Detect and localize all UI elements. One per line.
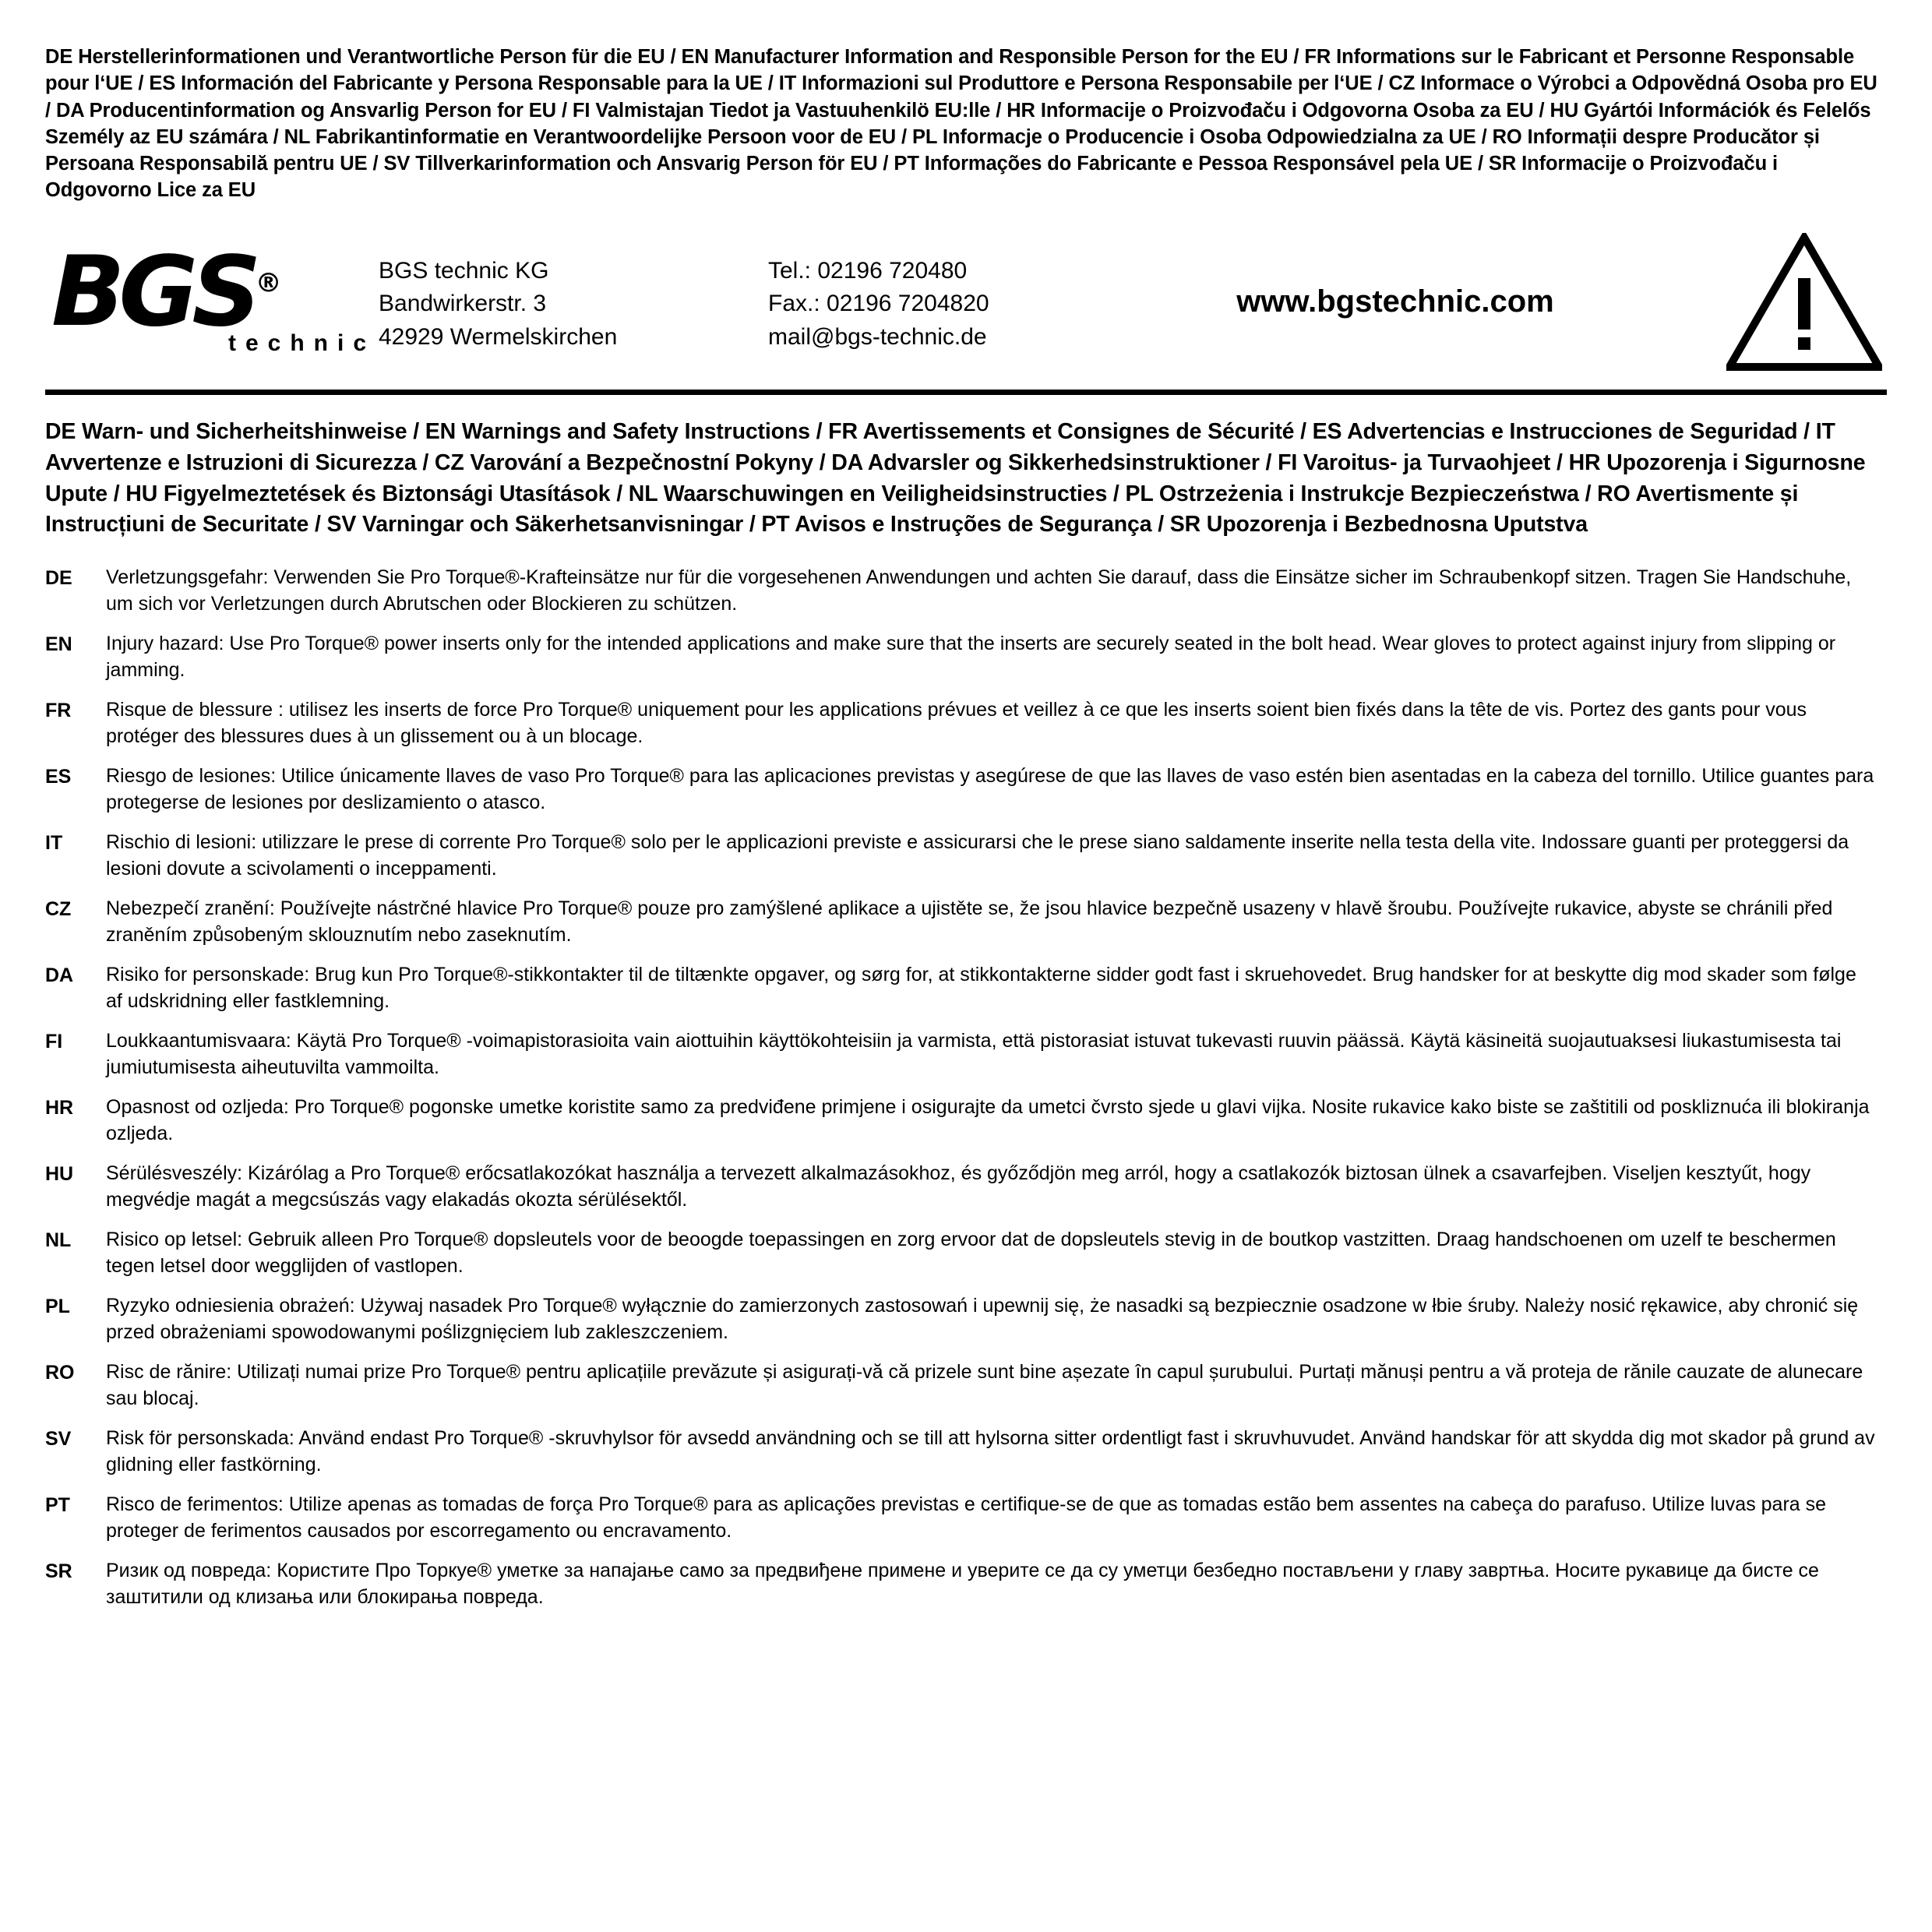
warning-triangle-icon (1703, 233, 1887, 372)
language-code: ES (45, 766, 72, 788)
language-code: PL (45, 1296, 70, 1318)
language-text: Injury hazard: Use Pro Torque® power inserts only for the intended applications and make sure that the inserts are securely seated in the bolt head. Wear gloves to protect against injury from slipping or jamming. (106, 633, 1836, 682)
bgs-logo (45, 235, 379, 357)
company-telephone: Tel.: 02196 720480 (768, 257, 968, 284)
language-code: IT (45, 832, 63, 855)
list-item (45, 961, 1887, 1014)
language-code: DA (45, 964, 74, 987)
registered-trademark-icon: ® (255, 267, 282, 299)
list-item (45, 1557, 1887, 1610)
language-text: Riesgo de lesiones: Utilice únicamente llaves de vaso Pro Torque® para las aplicaciones previstas y asegúrese de que las llaves de vaso estén bien asentadas en la cabeza del tornillo. Utilice guantes para protegerse de lesiones por deslizamiento o atasco. (106, 765, 1874, 814)
language-text: Opasnost od ozljeda: Pro Torque® pogonske umetke koristite samo za predviđene primjene i osigurajte da umetci čvrsto sjede u glavi vijka. Nosite rukavice kako biste se zaštitili od poskliznuća ili blokiranja ozljeda. (106, 1096, 1870, 1145)
list-item (45, 1226, 1887, 1279)
language-text: Nebezpečí zranění: Používejte nástrčné hlavice Pro Torque® pouze pro zamýšlené aplikace a ujistěte se, že jsou hlavice bezpečně usazeny v hlavě šroubu. Používejte rukavice, abyste se chránili před zraněním způsobeným sklouznutím nebo zaseknutím. (106, 897, 1833, 947)
language-code: EN (45, 633, 72, 656)
language-code: FR (45, 700, 72, 722)
warnings-safety-heading: DE Warn- und Sicherheitshinweise / EN Warnings and Safety Instructions / FR Avertissements et Consignes de Sécurité / ES Advertencias e Instrucciones de Seguridad / IT Avvertenze e Istruzioni di Sicurezza / CZ Varování a Bezpečnostní Pokyny / DA Advarsler og Sikkerhedsinstruktioner / FI Varoitus- ja Turvaohjeet / HR Upozorenja i Sigurnosne Upute / HU Figyelmeztetések és Biztonsági Utasítások / NL Waarschuwingen en Veiligheidsinstructies / PL Ostrzeżenia i Instrukcje Bezpieczeństwa / RO Avertismente și Instrucțiuni de Securitate / SV Varningar och Säkerhetsanvisningar / PT Avisos e Instruções de Segurança / SR Upozorenja i Bezbednosna Uputstva (45, 418, 1866, 538)
list-item (45, 630, 1887, 683)
list-item (45, 1094, 1887, 1147)
list-item (45, 696, 1887, 749)
language-code: FI (45, 1031, 63, 1053)
language-text: Ризик од повреда: Користите Про Торкуе® уметке за напајање само за предвиђене примене и уверите се да су уметци безбедно постављени у главу завртња. Носите рукавице да бисте се заштитили од клизања или блокирања повреда. (106, 1560, 1819, 1609)
list-item (45, 1425, 1887, 1478)
company-contact (768, 250, 1134, 354)
language-code: PT (45, 1494, 70, 1517)
language-text: Rischio di lesioni: utilizzare le prese di corrente Pro Torque® solo per le applicazioni previste e assicurarsi che le prese siano saldamente inserite nella testa della vite. Indossare guanti per proteggersi da lesioni dovute a scivolamenti o inceppamenti. (106, 831, 1849, 880)
list-item (45, 1160, 1887, 1213)
language-code: RO (45, 1362, 75, 1384)
company-email: mail@bgs-technic.de (768, 324, 987, 351)
list-item (45, 763, 1887, 816)
company-city: 42929 Wermelskirchen (379, 324, 618, 351)
company-address (379, 250, 768, 354)
language-text: Risico op letsel: Gebruik alleen Pro Torque® dopsleutels voor de beoogde toepassingen en zorg ervoor dat de dopsleutels stevig in de boutkop vastzitten. Draag handschoenen om uzelf te beschermen tegen letsel door wegglijden of vastlopen. (106, 1229, 1836, 1278)
list-item (45, 1359, 1887, 1412)
list-item (45, 1491, 1887, 1544)
language-text: Risiko for personskade: Brug kun Pro Torque®-stikkontakter til de tiltænkte opgaver, og sørg for, at stikkontakterne sidder godt fast i skruehovedet. Brug handsker for at beskytte dig mod skader som følge af udskridning eller fastklemning. (106, 964, 1856, 1013)
language-text: Sérülésveszély: Kizárólag a Pro Torque® erőcsatlakozókat használja a tervezett alkalmazásokhoz, és győződjön meg arról, hogy a csatlakozók biztosan ülnek a csavarfejben. Viseljen kesztyűt, hogy megvédje magát a megcsúszás vagy elakadás okozta sérülésektől. (106, 1162, 1811, 1211)
language-text: Verletzungsgefahr: Verwenden Sie Pro Torque®-Krafteinsätze nur für die vorgesehenen Anwendungen und achten Sie darauf, dass die Einsätze sicher im Schraubenkopf sitzen. Tragen Sie Handschuhe, um sich vor Verletzungen durch Abrutschen oder Blockieren zu schützen. (106, 566, 1852, 615)
language-code: SR (45, 1560, 72, 1583)
bgs-logo-text: BGS (51, 235, 256, 348)
list-item (45, 895, 1887, 948)
company-fax: Fax.: 02196 7204820 (768, 291, 989, 317)
list-item (45, 1292, 1887, 1345)
list-item (45, 829, 1887, 882)
language-code: HR (45, 1097, 74, 1119)
language-code: CZ (45, 898, 72, 921)
company-website: www.bgstechnic.com (1236, 284, 1554, 319)
language-code: SV (45, 1428, 72, 1451)
language-text: Risk för personskada: Använd endast Pro Torque® -skruvhylsor för avsedd användning och se till att hylsorna sitter ordentligt fast i skruvhuvudet. Använd handskar för att skydda dig mot skador på grund av glidning eller fastkörning. (106, 1427, 1875, 1476)
language-code: NL (45, 1229, 72, 1252)
language-code: HU (45, 1163, 74, 1186)
language-text: Loukkaantumisvaara: Käytä Pro Torque® -voimapistorasioita vain aiottuihin käyttökohteisiin ja varmista, että pistorasiat istuvat tukevasti ruuvin päässä. Käytä käsineitä suojautuaksesi liukastumisesta tai jumiutumisesta aiheutuvilta vammoilta. (106, 1030, 1842, 1079)
language-text: Ryzyko odniesienia obrażeń: Używaj nasadek Pro Torque® wyłącznie do zamierzonych zastosowań i upewnij się, że nasadki są bezpiecznie osadzone w łbie śruby. Należy nosić rękawice, aby chronić się przed obrażeniami spowodowanymi poślizgnięciem lub zakleszczeniem. (106, 1295, 1859, 1344)
language-code: DE (45, 567, 72, 590)
company-name: BGS technic KG (379, 257, 549, 284)
list-item (45, 564, 1887, 617)
company-street: Bandwirkerstr. 3 (379, 291, 547, 317)
company-info-band (45, 224, 1887, 395)
language-text: Risque de blessure : utilisez les inserts de force Pro Torque® uniquement pour les applications prévues et veillez à ce que les inserts soient bien fixés dans la tête de vis. Portez des gants pour vous protéger des blessures dues à un glissement ou à un blocage. (106, 699, 1807, 748)
language-text: Risco de ferimentos: Utilize apenas as tomadas de força Pro Torque® para as aplicações previstas e certifique-se de que as tomadas estão bem assentes na cabeça do parafuso. Utilize luvas para se proteger de ferimentos causados por escorregamento ou encravamento. (106, 1493, 1827, 1542)
manufacturer-information-heading: DE Herstellerinformationen und Verantwortliche Person für die EU / EN Manufacturer Information and Responsible Person for the EU / FR Informations sur le Fabricant et Personne Responsable pour l‘UE / ES Información del Fabricante y Persona Responsable para la UE / IT Informazioni sul Produttore e Persona Responsabile per l‘UE / CZ Informace o Výrobci a Odpovědná Osoba pro EU / DA Producentinformation og Ansvarlig Person for EU / FI Valmistajan Tiedot ja Vastuuhenkilö EU:lle / HR Informacije o Proizvođaču i Odgovorna Osoba za EU / HU Gyártói Információk és Felelős Személy az EU számára / NL Fabrikantinformatie en Verantwoordelijke Persoon voor de EU / PL Informacje o Producencie i Osoba Odpowiedzialna za UE / RO Informații despre Producător și Persoana Responsabilă pentru UE / SV Tillverkarinformation och Ansvarig Person för EU / PT Informações do Fabricante e Pessoa Responsável pela UE / SR Informacije o Proizvođaču i Odgovorno Lice za EU (45, 46, 1877, 202)
language-text: Risc de rănire: Utilizați numai prize Pro Torque® pentru aplicațiile prevăzute și asigurați-vă că prizele sunt bine așezate în capul șurubului. Purtați mănuși pentru a vă proteja de rănile cauzate de alunecare sau blocaj. (106, 1361, 1863, 1410)
bgs-logo-subtext: technic (227, 330, 375, 356)
list-item (45, 1028, 1887, 1081)
safety-instructions-list (45, 564, 1887, 1610)
